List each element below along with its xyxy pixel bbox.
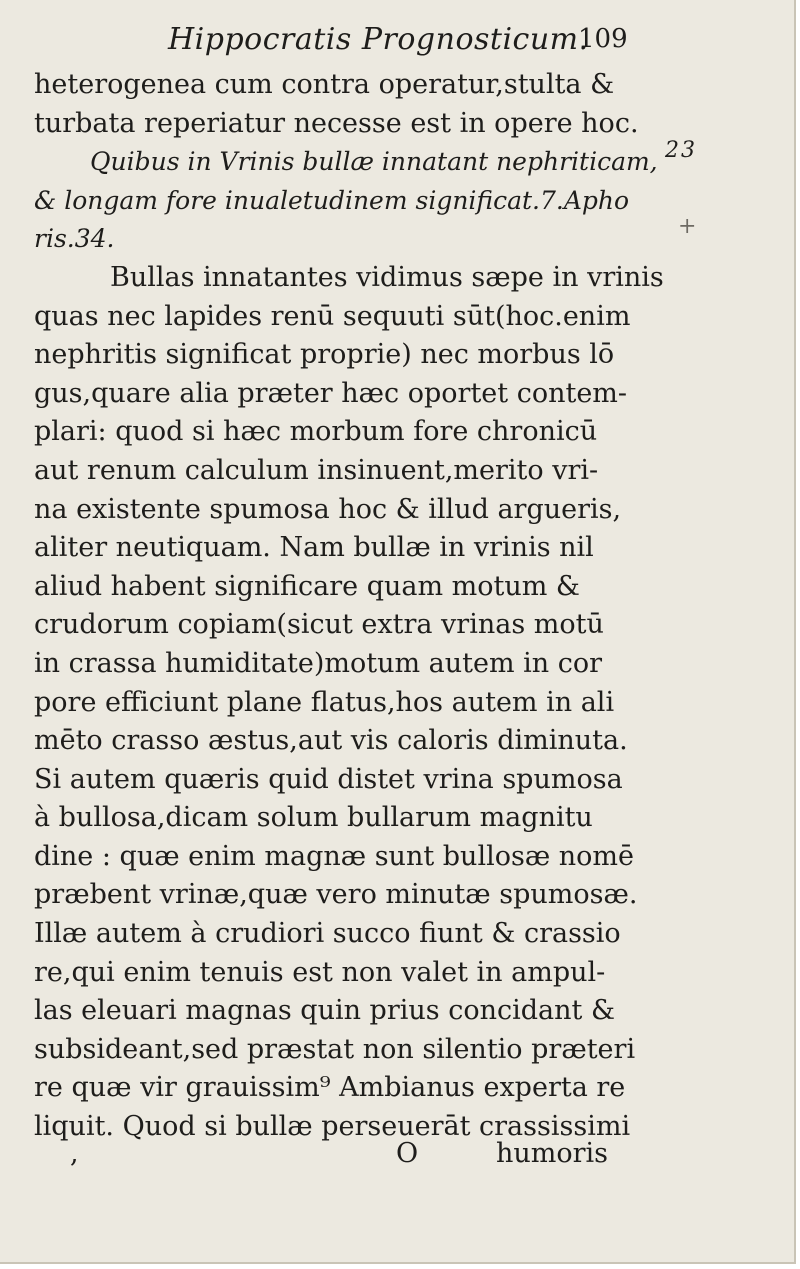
aphorism-heading-line: & longam fore inualetudinem significat.7.Apho (34, 185, 630, 215)
text-line: in crassa humiditate)motum autem in cor (34, 647, 603, 679)
text-line: aliud habent significare quam motum & (34, 570, 580, 602)
page-number: 109 (578, 24, 628, 54)
margin-note: 23 (665, 138, 697, 163)
text-line: las eleuari magnas quin prius concidant & (34, 995, 615, 1027)
body-text (34, 66, 664, 1147)
text-line: liquit. Quod si bullæ perseuerāt crassissimi (34, 1111, 631, 1143)
text-line: dine : quæ enim magnæ sunt bullosæ nomē (34, 840, 635, 872)
text-line: aut renum calculum insinuent,merito vri- (34, 454, 599, 486)
text-line: aliter neutiquam. Nam bullæ in vrinis nil (34, 532, 594, 564)
text-line: præbent vrinæ,quæ vero minutæ spumosæ. (34, 879, 638, 911)
text-line: crudorum copiam(sicut extra vrinas motū (34, 609, 604, 641)
text-line: re,qui enim tenuis est non valet in ampul- (34, 956, 606, 988)
text-line: mēto crasso æstus,aut vis caloris diminuta. (34, 725, 628, 757)
text-line: plari: quod si hæc morbum fore chronicū (34, 416, 598, 448)
text-line: pore efficiunt plane flatus,hos autem in ali (34, 686, 615, 718)
aphorism-heading-line: Quibus in Vrinis bullæ innatant nephriticam, (90, 147, 658, 177)
text-line: re quæ vir grauissim⁹ Ambianus experta re (34, 1072, 626, 1104)
catchword: humoris (496, 1138, 609, 1169)
text-line: nephritis significat proprie) nec morbus lō (34, 339, 615, 371)
text-line: à bullosa,dicam solum bullarum magnitu (34, 802, 593, 834)
catchword-line (34, 1138, 634, 1178)
text-line: Si autem quæris quid distet vrina spumosa (34, 763, 623, 795)
text-line: gus,quare alia præter hæc oportet contem- (34, 377, 628, 409)
aphorism-heading-line: ris.34. (34, 224, 115, 254)
text-line: quas nec lapides renū sequuti sūt(hoc.enim (34, 300, 631, 332)
text-line: Illæ autem à crudiori succo fiunt & crassio (34, 918, 621, 950)
catchword-mark: , (70, 1138, 79, 1169)
text-line: Bullas innatantes vidimus sæpe in vrinis (110, 261, 664, 293)
running-head (0, 18, 794, 62)
running-title: Hippocratis Prognosticum. (168, 22, 589, 57)
text-line: na existente spumosa hoc & illud argueris, (34, 493, 622, 525)
signature-mark: O (396, 1138, 419, 1169)
text-line: turbata reperiatur necesse est in opere hoc. (34, 107, 639, 139)
text-line: heterogenea cum contra operatur,stulta & (34, 69, 615, 100)
margin-mark: + (678, 214, 697, 239)
text-line: subsideant,sed præstat non silentio præteri (34, 1033, 636, 1065)
